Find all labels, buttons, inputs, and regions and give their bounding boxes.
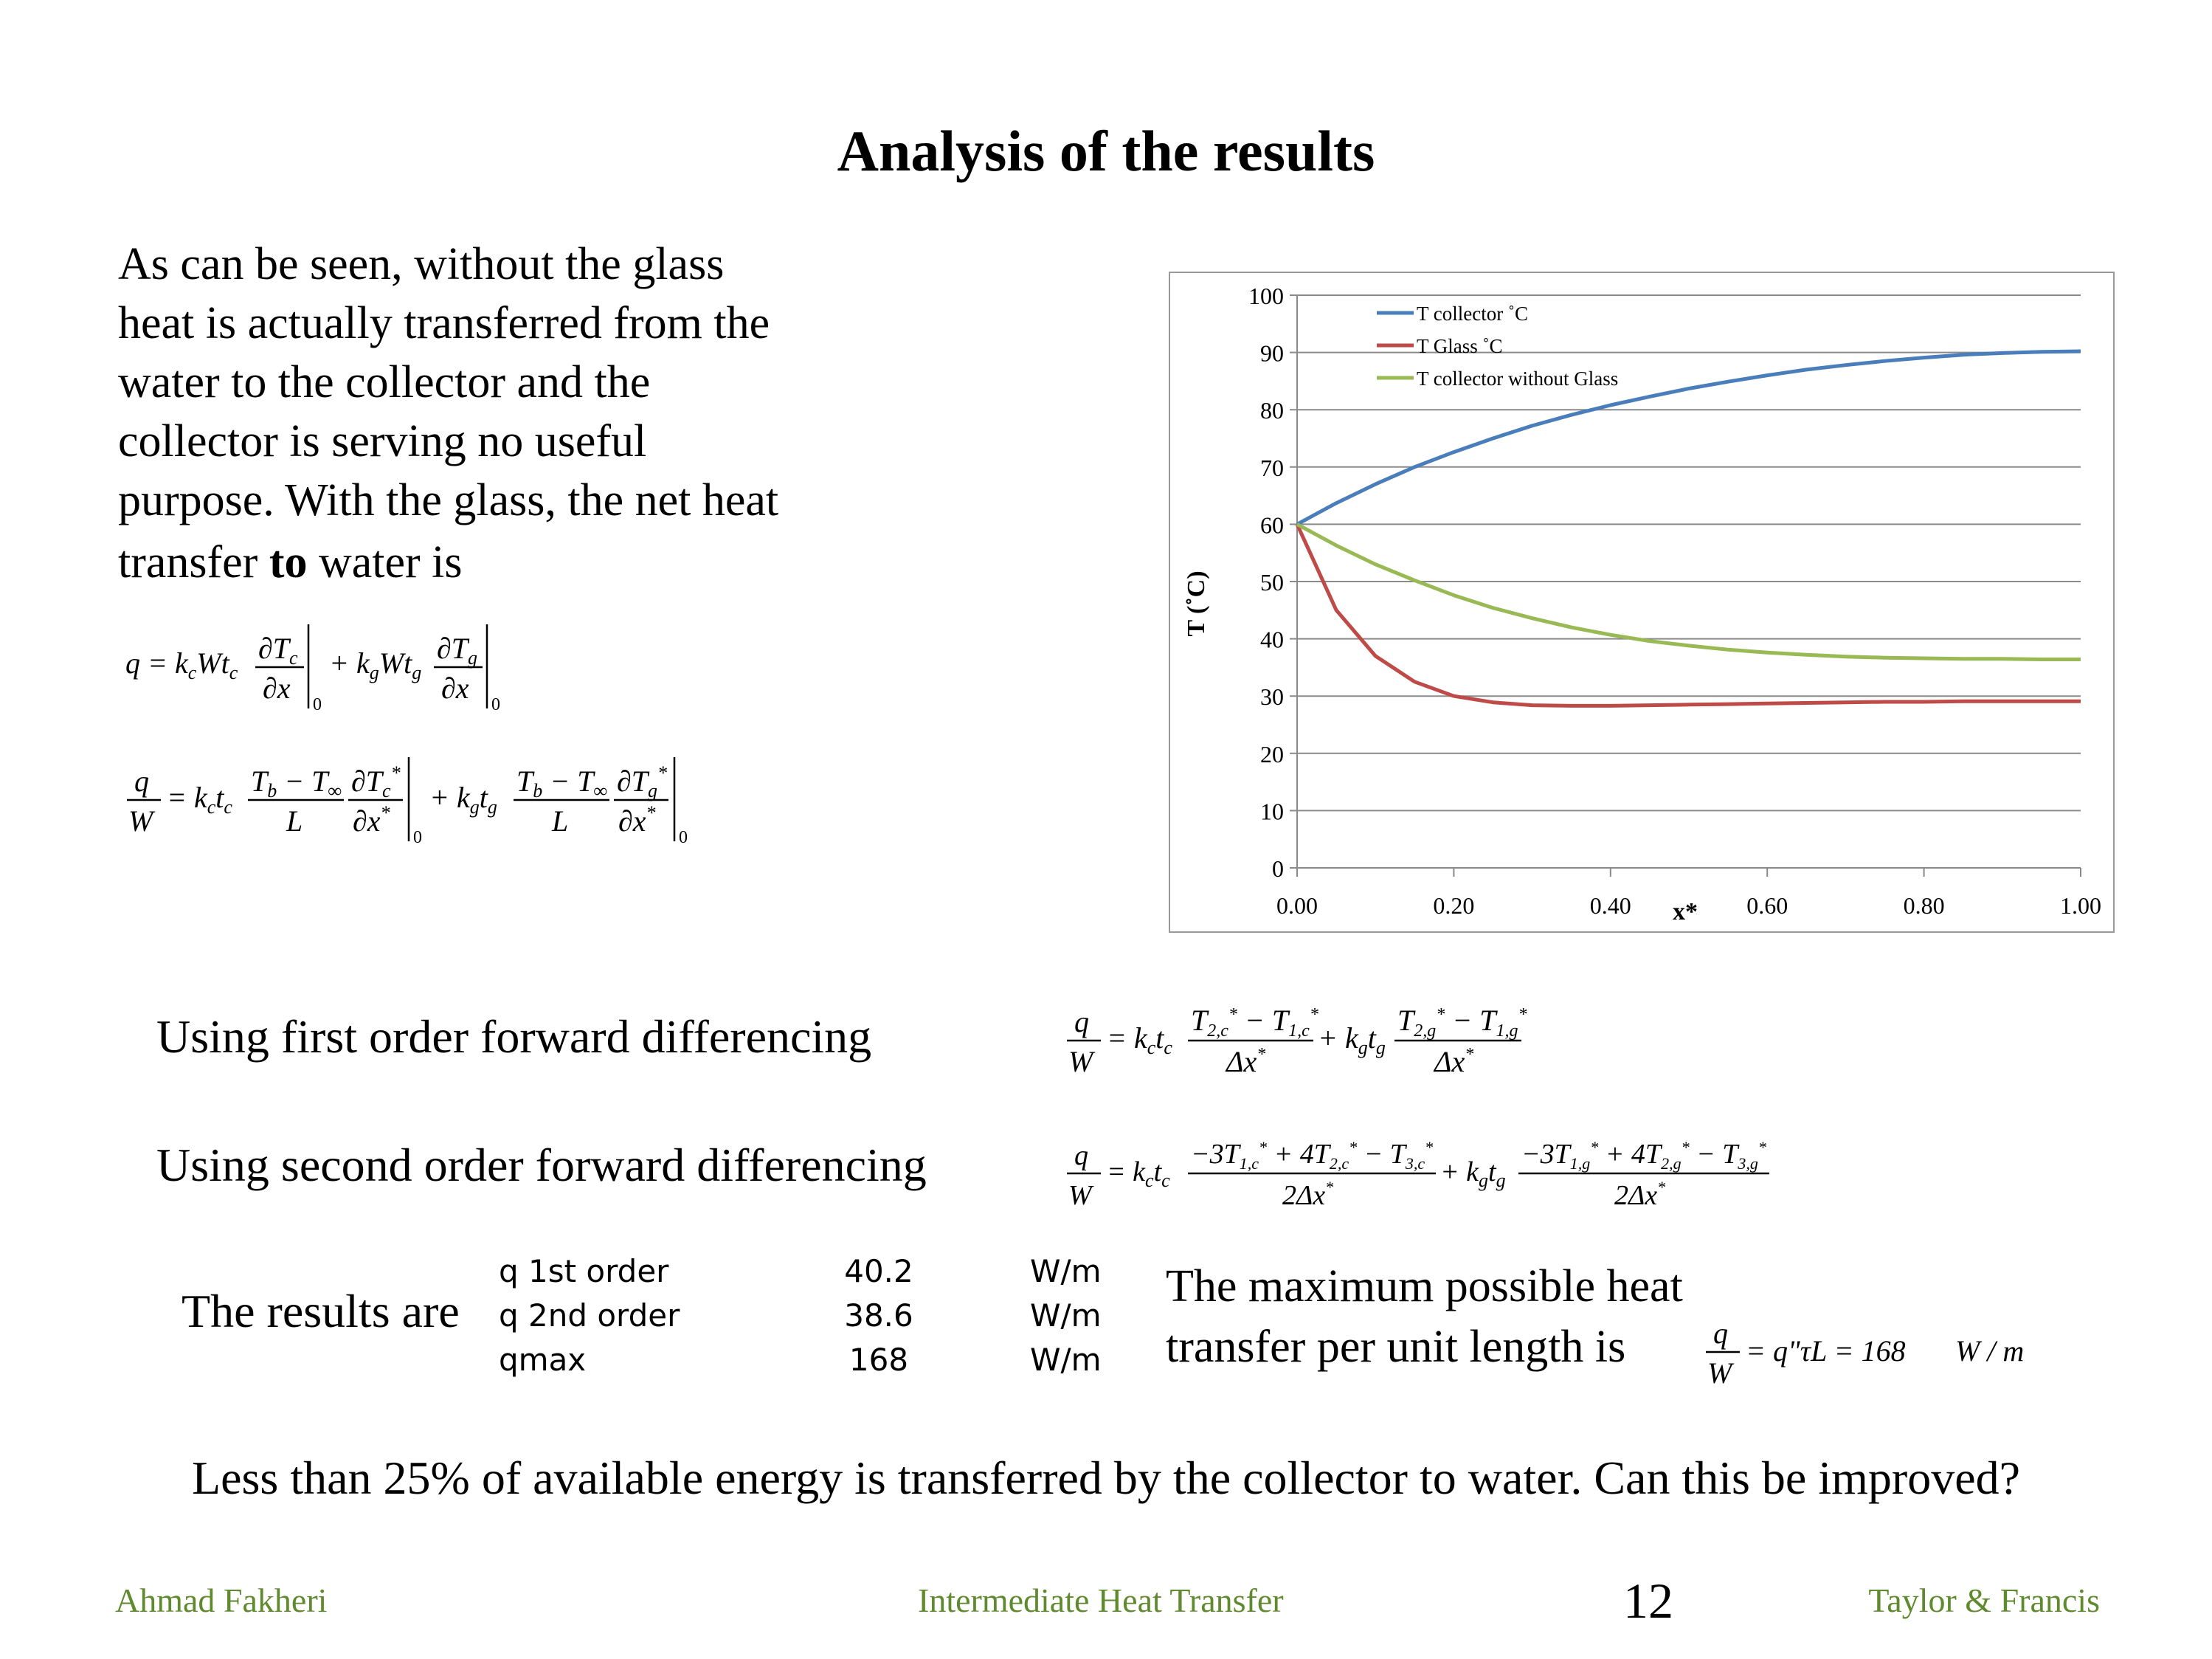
legend-label: T Glass ˚C xyxy=(1417,335,1503,357)
x-tick-label: 0.20 xyxy=(1433,892,1475,919)
result-value: 40.2 xyxy=(844,1253,913,1289)
x-tick-label: 0.60 xyxy=(1746,892,1788,919)
y-tick-label: 50 xyxy=(1260,569,1284,596)
equation-nondimensional xyxy=(118,745,708,856)
eq-text: = $k_ct_c$ xyxy=(1107,1156,1170,1191)
intro-line: As can be seen, without the glass xyxy=(118,239,725,289)
y-tick-label: 60 xyxy=(1260,511,1284,539)
eq-text: $-3T_{1,c}^* + 4T_{2,c}^* - T_{3,c}^*$ xyxy=(1191,1138,1434,1173)
legend-label: T collector ˚C xyxy=(1417,303,1528,325)
intro-line: collector is serving no useful xyxy=(118,416,647,466)
slide-title: Analysis of the results xyxy=(837,119,1375,183)
results-label: The results are xyxy=(182,1285,460,1337)
result-label: q 2nd order xyxy=(499,1297,680,1334)
eq-text: W xyxy=(1068,1180,1092,1211)
eq-text: + $k_gWt_g$ xyxy=(329,646,422,683)
result-value: 168 xyxy=(848,1342,909,1378)
result-label: qmax xyxy=(499,1342,587,1378)
eq-text: $-3T_{1,g}^* + 4T_{2,g}^* - T_{3,g}^*$ xyxy=(1521,1138,1766,1173)
eq-text: $T_{2,c}^* - T_{1,c}^*$ xyxy=(1191,1004,1318,1041)
eq-text: W xyxy=(128,804,153,838)
footer-course: Intermediate Heat Transfer xyxy=(918,1582,1284,1619)
eq-text: ∂x* xyxy=(353,802,390,838)
intro-line-last xyxy=(118,533,893,592)
intro-paragraph xyxy=(118,235,893,592)
eq-text: Δx* xyxy=(1434,1045,1474,1078)
eq-text: q xyxy=(1074,1140,1088,1171)
intro-bold-word: to xyxy=(269,537,308,587)
intro-text: transfer xyxy=(118,537,269,587)
eq-text: 2Δx* xyxy=(1614,1178,1666,1211)
chart-frame xyxy=(1169,272,2115,933)
x-tick-label: 1.00 xyxy=(2060,892,2101,919)
eq-text: q xyxy=(1074,1005,1089,1038)
y-tick-label: 20 xyxy=(1260,740,1284,768)
eq-text: $T_b - T_\infty$ xyxy=(251,765,342,801)
eq-text: ∂x xyxy=(441,672,469,705)
y-tick-label: 70 xyxy=(1260,454,1284,481)
intro-line: water to the collector and the xyxy=(118,357,651,407)
y-tick-label: 30 xyxy=(1260,683,1284,711)
eq-text: + $k_gt_g$ xyxy=(429,781,497,818)
eq-text: $q = k_cWt_c$ xyxy=(125,646,238,683)
results-table xyxy=(499,1253,1133,1393)
eq-text: 0 xyxy=(491,695,500,714)
max-heat-line: The maximum possible heat xyxy=(1166,1261,1683,1311)
eq-text: + $k_gt_g$ xyxy=(1318,1021,1386,1058)
intro-line: heat is actually transferred from the xyxy=(118,298,770,348)
result-unit: W/m xyxy=(1030,1342,1102,1378)
equation-heat-transfer xyxy=(118,613,531,723)
intro-line: purpose. With the glass, the net heat xyxy=(118,475,779,525)
eq-text: W / m xyxy=(1955,1334,2025,1367)
y-tick-label: 10 xyxy=(1260,798,1284,825)
eq-text: $\partial T_g^*$ xyxy=(617,762,668,801)
eq-text: W xyxy=(1068,1045,1093,1078)
eq-text: 0 xyxy=(679,828,688,847)
eq-text: W xyxy=(1707,1356,1732,1390)
x-tick-label: 0.00 xyxy=(1276,892,1318,919)
max-heat-line: transfer per unit length is xyxy=(1166,1322,1626,1372)
method-first-order-label: Using first order forward differencing xyxy=(156,1010,872,1063)
y-tick-label: 100 xyxy=(1248,283,1284,309)
y-tick-label: 80 xyxy=(1260,397,1284,424)
eq-text: $\partial T_g$ xyxy=(437,632,478,669)
eq-text: L xyxy=(286,804,303,838)
eq-text: 0 xyxy=(313,695,322,714)
page-number: 12 xyxy=(1623,1573,1673,1629)
method-second-order-label: Using second order forward differencing xyxy=(156,1139,927,1191)
y-axis-label: T (˚C) xyxy=(1183,570,1210,637)
legend-label: T collector without Glass xyxy=(1417,368,1619,390)
footer-publisher: Taylor & Francis xyxy=(1868,1582,2100,1619)
x-tick-label: 0.80 xyxy=(1903,892,1945,919)
eq-text: $T_{2,g}^* - T_{1,g}^*$ xyxy=(1397,1004,1527,1041)
result-unit: W/m xyxy=(1030,1297,1102,1334)
intro-text: water is xyxy=(307,537,463,587)
conclusion-text: Less than 25% of available energy is transferred by the collector to water. Can this be improved? xyxy=(192,1452,2020,1504)
eq-text: Δx* xyxy=(1226,1045,1266,1078)
y-tick-label: 0 xyxy=(1272,855,1284,882)
eq-text: $T_b - T_\infty$ xyxy=(516,765,608,801)
result-unit: W/m xyxy=(1030,1253,1102,1289)
equation-first-order xyxy=(1058,989,1530,1092)
x-tick-label: 0.40 xyxy=(1589,892,1631,919)
result-value: 38.6 xyxy=(844,1297,913,1334)
eq-text: = q"τL = 168 xyxy=(1746,1334,1906,1367)
y-tick-label: 90 xyxy=(1260,339,1284,367)
eq-text: $\partial T_c$ xyxy=(258,632,298,669)
eq-text: q xyxy=(134,765,149,798)
series-line xyxy=(1297,351,2081,524)
eq-text: + $k_gt_g$ xyxy=(1440,1156,1506,1191)
eq-text: ∂x* xyxy=(618,802,656,838)
footer-author: Ahmad Fakheri xyxy=(115,1582,328,1619)
eq-text: ∂x xyxy=(263,672,291,705)
y-tick-label: 40 xyxy=(1260,626,1284,653)
max-heat-text xyxy=(1166,1256,1683,1377)
eq-text: = $k_ct_c$ xyxy=(1107,1021,1172,1058)
equation-max-heat xyxy=(1697,1306,2066,1402)
eq-text: = $k_ct_c$ xyxy=(167,781,232,818)
series-line xyxy=(1297,524,2081,706)
temperature-chart xyxy=(1170,273,2113,931)
eq-text: L xyxy=(552,804,569,838)
result-label: q 1st order xyxy=(499,1253,669,1289)
eq-text: 0 xyxy=(413,828,422,847)
eq-text: q xyxy=(1713,1317,1728,1350)
equation-second-order xyxy=(1058,1122,1781,1225)
eq-text: $\partial T_c^*$ xyxy=(351,762,401,801)
eq-text: 2Δx* xyxy=(1282,1178,1334,1211)
x-axis-label: x* xyxy=(1673,898,1698,925)
